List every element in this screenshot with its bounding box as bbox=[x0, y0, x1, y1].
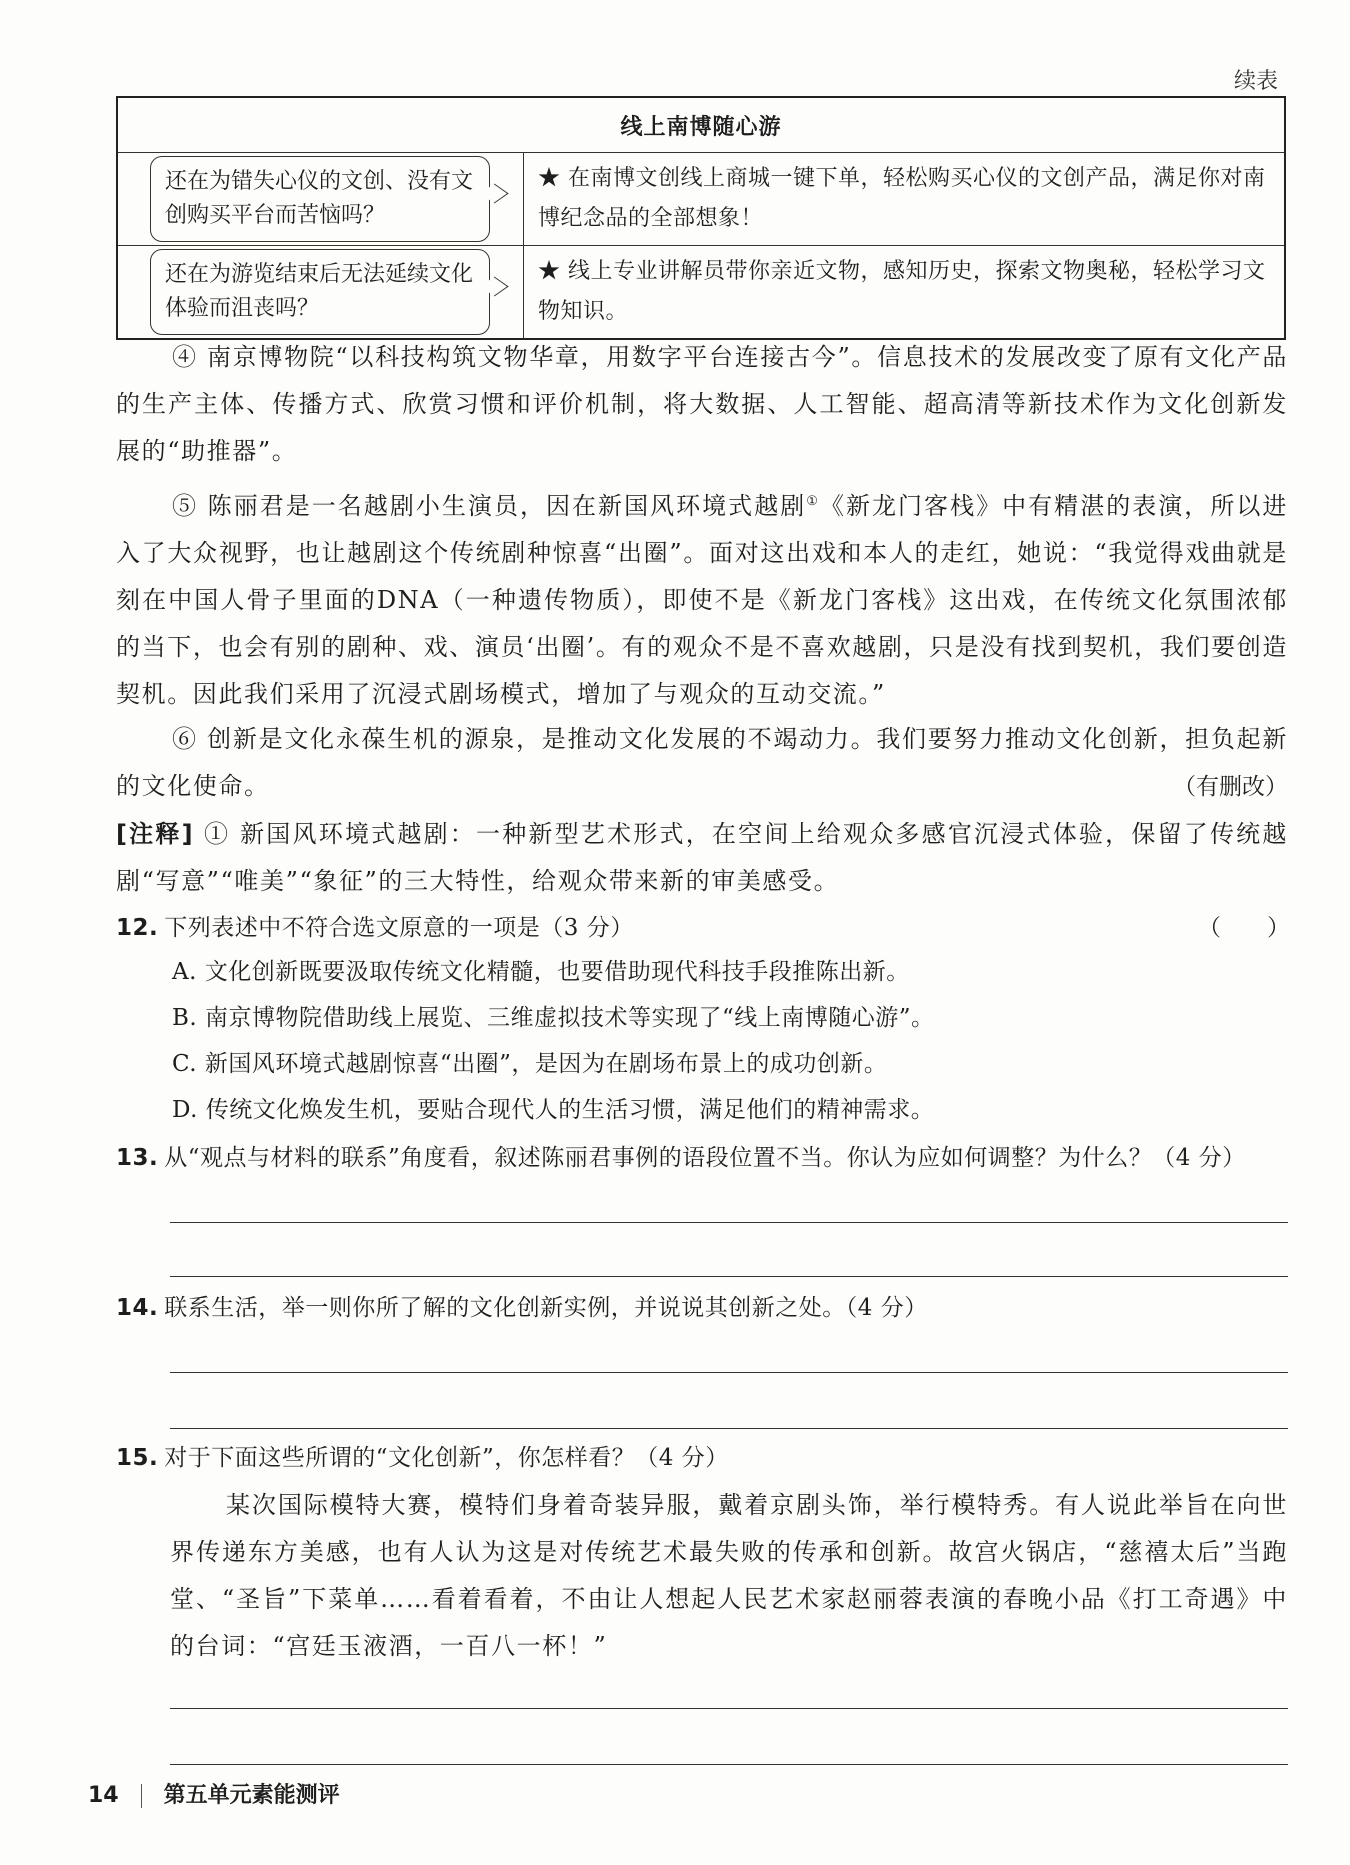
source-note: （有删改） bbox=[1173, 774, 1288, 800]
answer-line[interactable] bbox=[170, 1222, 1288, 1223]
paragraph-5: ⑤ 陈丽君是一名越剧小生演员，因在新国风环境式越剧①《新龙门客栈》中有精湛的表演，所以进入了大众视野，也让越剧这个传统剧种惊喜“出圈”。面对这出戏和本人的走红，她说：“我觉得戏曲就是刻在中国人骨子里面的DNA（一种遗传物质），即使不是《新龙门客栈》这出戏，在传统文化氛围浓郁的当下，也会有别的剧种、戏、演员‘出圈’。有的观众不是不喜欢越剧，只是没有找到契机，我们要创造契机。因此我们采用了沉浸式剧场模式，增加了与观众的互动交流。” bbox=[116, 492, 1288, 708]
speech-bubble: 还在为游览结束后无法延续文化体验而沮丧吗？ bbox=[150, 249, 490, 335]
table-title: 线上南博随心游 bbox=[117, 97, 1285, 153]
option-b[interactable]: B. 南京博物院借助线上展览、三维虚拟技术等实现了“线上南博随心游”。 bbox=[172, 1005, 935, 1031]
answer-paren[interactable]: （ ） bbox=[1198, 915, 1290, 941]
answer-line[interactable] bbox=[170, 1372, 1288, 1373]
answer-line[interactable] bbox=[170, 1708, 1288, 1709]
question-12: 12. 下列表述中不符合选文原意的一项是（3 分） bbox=[116, 915, 634, 941]
answer-line[interactable] bbox=[170, 1764, 1288, 1765]
bubble-tail-icon bbox=[480, 277, 508, 297]
answer-line[interactable] bbox=[170, 1276, 1288, 1277]
speech-bubble: 还在为错失心仪的文创、没有文创购买平台而苦恼吗？ bbox=[150, 156, 490, 242]
table-cell-text: ★ 在南博文创线上商城一键下单，轻松购买心仪的文创产品，满足你对南博纪念品的全部想象！ bbox=[524, 153, 1286, 246]
continued-label: 续表 bbox=[1233, 69, 1278, 94]
bubble-tail-icon bbox=[480, 184, 508, 204]
question-14: 14. 联系生活，举一则你所了解的文化创新实例，并说说其创新之处。（4 分） bbox=[116, 1295, 928, 1321]
page-footer bbox=[88, 1778, 340, 1809]
question-15: 15. 对于下面这些所谓的“文化创新”，你怎样看？（4 分） bbox=[116, 1445, 729, 1471]
annotation-text: ① 新国风环境式越剧：一种新型艺术形式，在空间上给观众多感官沉浸式体验，保留了传统越剧“写意”“唯美”“象征”的三大特性，给观众带来新的审美感受。 bbox=[116, 820, 1288, 895]
table-row bbox=[117, 153, 1285, 246]
table-cell-text: ★ 线上专业讲解员带你亲近文物，感知历史，探索文物奥秘，轻松学习文物知识。 bbox=[524, 246, 1286, 340]
answer-line[interactable] bbox=[170, 1428, 1288, 1429]
option-c[interactable]: C. 新国风环境式越剧惊喜“出圈”，是因为在剧场布景上的成功创新。 bbox=[172, 1051, 888, 1077]
question-13: 13. 从“观点与材料的联系”角度看，叙述陈丽君事例的语段位置不当。你认为应如何调整？为什么？（4 分） bbox=[116, 1145, 1246, 1171]
option-a[interactable]: A. 文化创新既要汲取传统文化精髓，也要借助现代科技手段推陈出新。 bbox=[172, 959, 910, 985]
question-15-material: 某次国际模特大赛，模特们身着奇装异服，戴着京剧头饰，举行模特秀。有人说此举旨在向世界传递东方美感，也有人认为这是对传统艺术最失败的传承和创新。故宫火锅店，“慈禧太后”当跑堂、“圣旨”下菜单……看着看着，不由让人想起人民艺术家赵丽蓉表演的春晚小品《打工奇遇》中的台词：“宫廷玉液酒，一百八一杯！” bbox=[170, 1491, 1288, 1660]
page-number: 14 bbox=[88, 1783, 119, 1808]
option-d[interactable]: D. 传统文化焕发生机，要贴合现代人的生活习惯，满足他们的精神需求。 bbox=[172, 1097, 935, 1123]
paragraph-4: ④ 南京博物院“以科技构筑文物华章，用数字平台连接古今”。信息技术的发展改变了原有文化产品的生产主体、传播方式、欣赏习惯和评价机制，将大数据、人工智能、超高清等新技术作为文化创新发展的“助推器”。 bbox=[116, 343, 1288, 465]
paragraph-6: ⑥ 创新是文化永葆生机的源泉，是推动文化发展的不竭动力。我们要努力推动文化创新，担负起新的文化使命。 bbox=[116, 725, 1288, 800]
footer-divider bbox=[141, 1784, 142, 1808]
footnote-marker: ① bbox=[806, 494, 820, 509]
unit-title: 第五单元素能测评 bbox=[163, 1783, 340, 1808]
annotation bbox=[116, 811, 1288, 905]
annotation-label: [注释] bbox=[116, 820, 195, 848]
table-row bbox=[117, 246, 1285, 340]
promo-table bbox=[116, 96, 1286, 340]
